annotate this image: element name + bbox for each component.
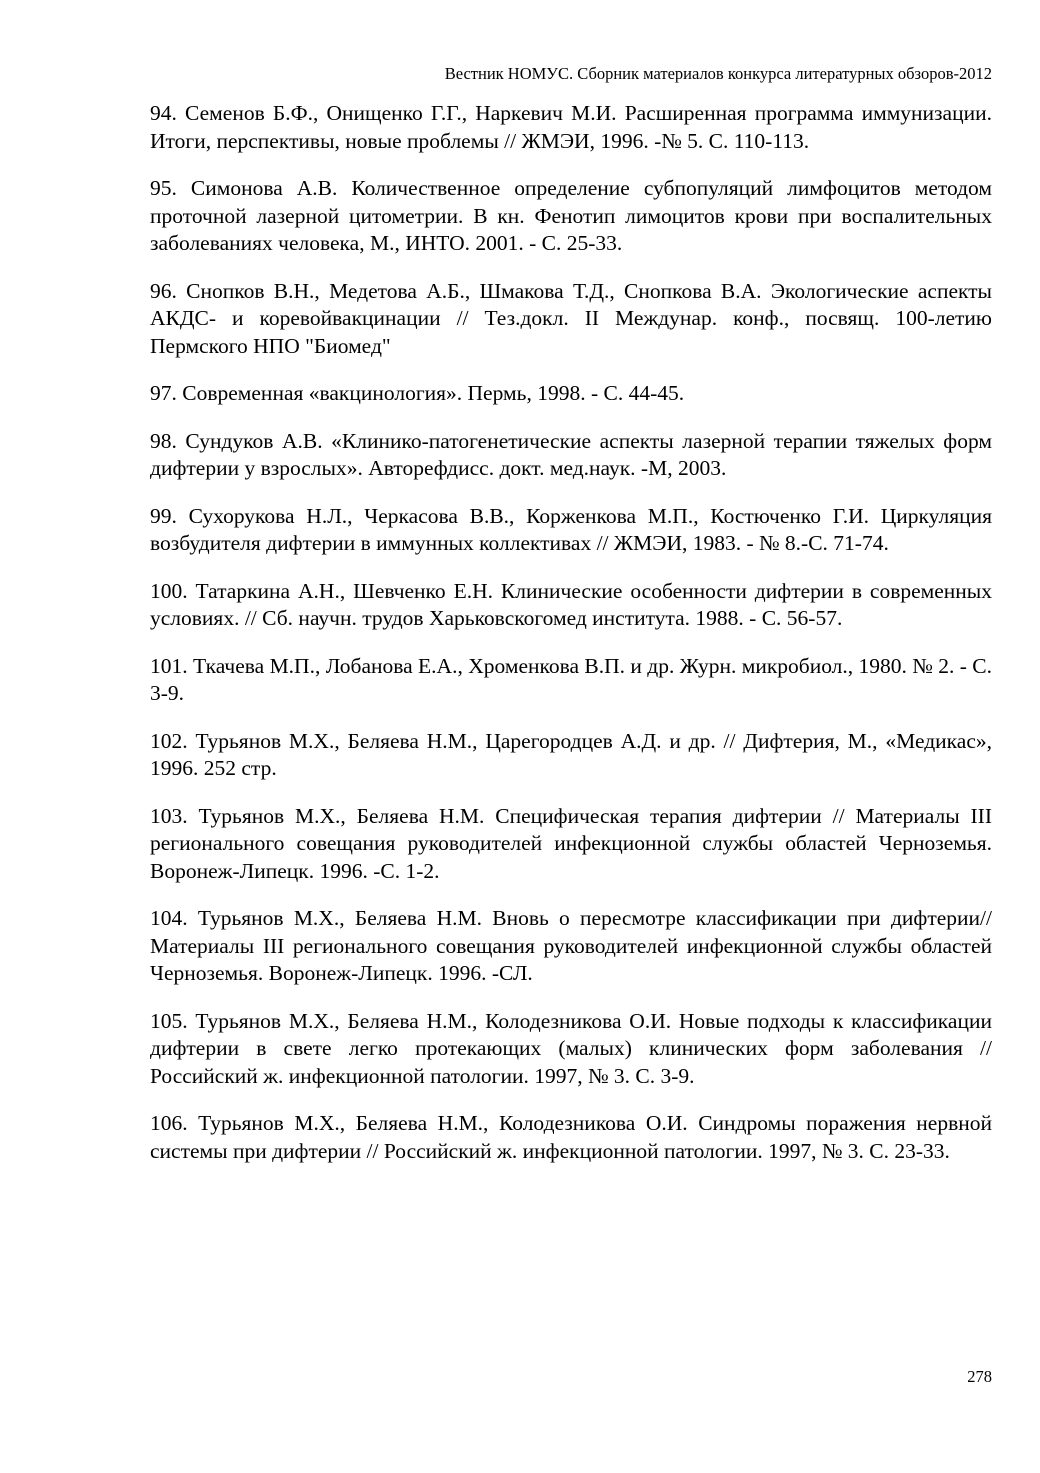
reference-item: 105. Турьянов М.Х., Беляева Н.М., Колодезникова О.И. Новые подходы к классификации дифтерии в свете легко протекающих (малых) клинических форм заболевания // Российский ж. инфекционной патологии. 1997, № 3. С. 3-9. (150, 1008, 992, 1088)
reference-item: 97. Современная «вакцинология». Пермь, 1998. - С. 44-45. (150, 381, 685, 405)
reference-item: 96. Снопков В.Н., Медетова А.Б., Шмакова Т.Д., Снопкова В.А. Экологические аспекты АКДС- и коревойвакцинации // Тез.докл. II Междунар. конф., посвящ. 100-летию Пермского НПО "Биомед" (150, 278, 992, 358)
reference-item: 106. Турьянов М.Х., Беляева Н.М., Колодезникова О.И. Синдромы поражения нервной системы при дифтерии // Российский ж. инфекционной патологии. 1997, № 3. С. 23-33. (150, 1111, 992, 1163)
page-number: 278 (967, 1367, 992, 1386)
reference-item: 101. Ткачева М.П., Лобанова Е.А., Хроменкова В.П. и др. Журн. микробиол., 1980. № 2. - С. 3-9. (150, 653, 992, 705)
reference-item: 104. Турьянов М.Х., Беляева Н.М. Вновь о пересмотре классификации при дифтерии// Материалы III регионального совещания руководителей инфекционной службы областей Черноземья. Воронеж-Липецк. 1996. -СЛ. (150, 906, 992, 985)
reference-item: 100. Татаркина А.Н., Шевченко Е.Н. Клинические особенности дифтерии в современных условиях. // Сб. научн. трудов Харьковскогомед института. 1988. - С. 56-57. (150, 578, 992, 630)
reference-item: 94. Семенов Б.Ф., Онищенко Г.Г., Наркевич М.И. Расширенная программа иммунизации. Итоги, перспективы, новые проблемы // ЖМЭИ, 1996. -№ 5. С. 110-113. (150, 101, 992, 153)
reference-item: 102. Турьянов М.Х., Беляева Н.М., Царегородцев А.Д. и др. // Дифтерия, М., «Медикас», 1996. 252 стр. (150, 728, 992, 780)
reference-item: 98. Сундуков А.В. «Клинико-патогенетические аспекты лазерной терапии тяжелых форм дифтерии у взрослых». Авторефдисс. докт. мед.наук. -М, 2003. (150, 428, 992, 480)
reference-item: 103. Турьянов М.Х., Беляева Н.М. Специфическая терапия дифтерии // Материалы III регионального совещания руководителей инфекционной службы областей Черноземья. Воронеж-Липецк. 1996. -С. 1-2. (150, 803, 992, 883)
running-header: Вестник НОМУС. Сборник материалов конкурса литературных обзоров-2012 (444, 64, 992, 83)
reference-item: 95. Симонова А.В. Количественное определение субпопуляций лимфоцитов методом проточной лазерной цитометрии. В кн. Фенотип лимоцитов крови при воспалительных заболеваниях человека, М., ИНТО. 2001. - С. 25-33. (150, 176, 992, 255)
reference-item: 99. Сухорукова Н.Л., Черкасова В.В., Корженкова М.П., Костюченко Г.И. Циркуляция возбудителя дифтерии в иммунных коллективах // ЖМЭИ, 1983. - № 8.-С. 71-74. (150, 503, 992, 555)
reference-list (150, 100, 992, 1185)
